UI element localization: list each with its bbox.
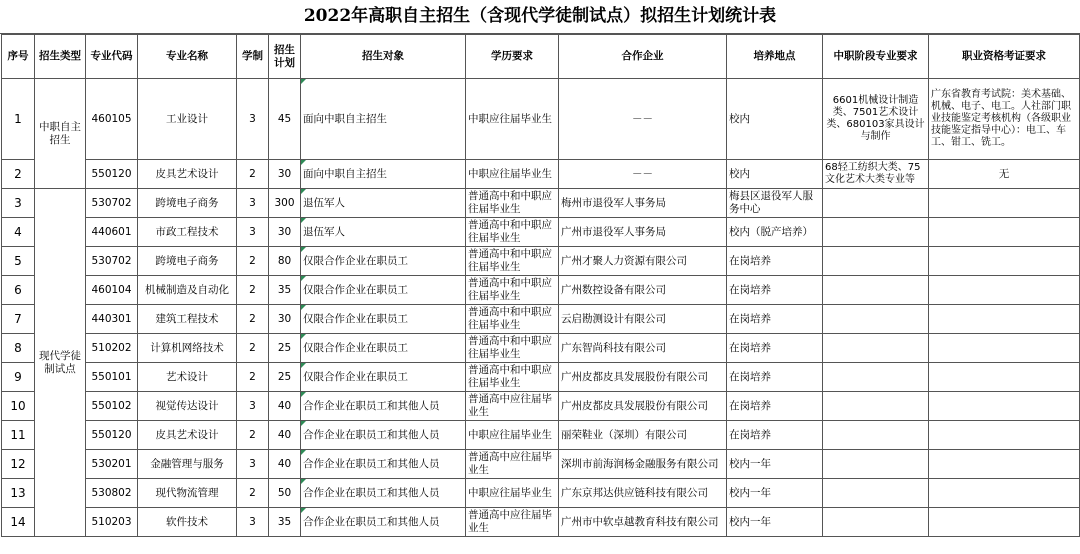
cell-name: 软件技术 <box>138 508 237 537</box>
cell-target: 合作企业在职员工和其他人员 <box>301 479 466 508</box>
cell-target: 仅限合作企业在职员工 <box>301 363 466 392</box>
cell-target: 仅限合作企业在职员工 <box>301 334 466 363</box>
cell-plan: 25 <box>269 334 301 363</box>
cell-seq: 8 <box>2 334 35 363</box>
cell-req <box>823 363 929 392</box>
cell-req <box>823 218 929 247</box>
cell-cert <box>929 508 1080 537</box>
cell-place: 在岗培养 <box>727 334 823 363</box>
cell-name: 建筑工程技术 <box>138 305 237 334</box>
cell-years: 2 <box>237 421 269 450</box>
table-row <box>2 479 1080 508</box>
table-row <box>2 363 1080 392</box>
cell-years: 2 <box>237 160 269 189</box>
cell-cert <box>929 247 1080 276</box>
cell-cert <box>929 479 1080 508</box>
cell-partner: 云启勘测设计有限公司 <box>559 305 727 334</box>
cell-years: 3 <box>237 79 269 160</box>
cell-name: 金融管理与服务 <box>138 450 237 479</box>
cell-edu: 中职应往届毕业生 <box>466 479 559 508</box>
header-partner: 合作企业 <box>559 35 727 79</box>
cell-code: 550101 <box>86 363 138 392</box>
cell-plan: 35 <box>269 508 301 537</box>
cell-partner: －－ <box>559 79 727 160</box>
cell-plan: 40 <box>269 392 301 421</box>
cell-edu: 普通高中和中职应往届毕业生 <box>466 363 559 392</box>
cell-code: 550120 <box>86 421 138 450</box>
cell-place: 校内一年 <box>727 508 823 537</box>
cell-req <box>823 421 929 450</box>
table-row <box>2 79 1080 160</box>
cell-name: 皮具艺术设计 <box>138 421 237 450</box>
cell-cert <box>929 276 1080 305</box>
cell-partner: 广东智尚科技有限公司 <box>559 334 727 363</box>
cell-years: 3 <box>237 392 269 421</box>
table-row <box>2 421 1080 450</box>
cell-place: 在岗培养 <box>727 276 823 305</box>
cell-cert <box>929 392 1080 421</box>
cell-years: 2 <box>237 363 269 392</box>
cell-plan: 40 <box>269 450 301 479</box>
cell-target: 仅限合作企业在职员工 <box>301 247 466 276</box>
cell-place: 校内（脱产培养） <box>727 218 823 247</box>
cell-partner: 广州才聚人力资源有限公司 <box>559 247 727 276</box>
cell-seq: 5 <box>2 247 35 276</box>
header-type: 招生类型 <box>35 35 86 79</box>
cell-code: 530201 <box>86 450 138 479</box>
table-row <box>2 508 1080 537</box>
cell-years: 3 <box>237 189 269 218</box>
cell-edu: 普通高中和中职应往届毕业生 <box>466 218 559 247</box>
cell-target: 退伍军人 <box>301 218 466 247</box>
enrollment-plan-table <box>1 34 1080 537</box>
cell-target: 仅限合作企业在职员工 <box>301 276 466 305</box>
cell-name: 现代物流管理 <box>138 479 237 508</box>
cell-name: 皮具艺术设计 <box>138 160 237 189</box>
cell-plan: 30 <box>269 305 301 334</box>
cell-code: 530802 <box>86 479 138 508</box>
cell-req <box>823 276 929 305</box>
cell-edu: 普通高中和中职应往届毕业生 <box>466 305 559 334</box>
cell-seq: 2 <box>2 160 35 189</box>
cell-cert <box>929 189 1080 218</box>
cell-seq: 13 <box>2 479 35 508</box>
cell-code: 530702 <box>86 247 138 276</box>
cell-partner: 丽荣鞋业（深圳）有限公司 <box>559 421 727 450</box>
cell-seq: 7 <box>2 305 35 334</box>
cell-plan: 80 <box>269 247 301 276</box>
cell-years: 3 <box>237 218 269 247</box>
cell-target: 合作企业在职员工和其他人员 <box>301 392 466 421</box>
cell-target: 合作企业在职员工和其他人员 <box>301 450 466 479</box>
table-row <box>2 305 1080 334</box>
cell-place: 在岗培养 <box>727 421 823 450</box>
cell-req: 68轻工纺织大类、75文化艺术大类专业等 <box>823 160 929 189</box>
cell-code: 550120 <box>86 160 138 189</box>
cell-code: 440601 <box>86 218 138 247</box>
cell-edu: 普通高中和中职应往届毕业生 <box>466 276 559 305</box>
header-row <box>2 35 1080 79</box>
cell-req <box>823 392 929 421</box>
cell-target: 合作企业在职员工和其他人员 <box>301 508 466 537</box>
cell-partner: 广州市中软卓越教育科技有限公司 <box>559 508 727 537</box>
cell-cert <box>929 421 1080 450</box>
cell-name: 跨境电子商务 <box>138 189 237 218</box>
cell-place: 校内 <box>727 160 823 189</box>
cell-code: 530702 <box>86 189 138 218</box>
cell-partner: 广州数控设备有限公司 <box>559 276 727 305</box>
cell-cert: 广东省教育考试院：美术基础、机械、电子、电工。人社部门职业技能鉴定考核机构（各级职业技能鉴定指导中心）：电工、车工、钳工、铣工。 <box>929 79 1080 160</box>
cell-edu: 中职应往届毕业生 <box>466 160 559 189</box>
cell-cert <box>929 334 1080 363</box>
cell-edu: 普通高中应往届毕业生 <box>466 450 559 479</box>
cell-req <box>823 450 929 479</box>
header-target: 招生对象 <box>301 35 466 79</box>
cell-req <box>823 305 929 334</box>
cell-target: 仅限合作企业在职员工 <box>301 305 466 334</box>
cell-partner: 广州皮都皮具发展股份有限公司 <box>559 392 727 421</box>
cell-name: 计算机网络技术 <box>138 334 237 363</box>
header-seq: 序号 <box>2 35 35 79</box>
cell-code: 510203 <box>86 508 138 537</box>
cell-plan: 30 <box>269 218 301 247</box>
cell-plan: 25 <box>269 363 301 392</box>
cell-target: 面向中职自主招生 <box>301 160 466 189</box>
cell-partner: 梅州市退役军人事务局 <box>559 189 727 218</box>
cell-plan: 30 <box>269 160 301 189</box>
cell-name: 视觉传达设计 <box>138 392 237 421</box>
cell-name: 艺术设计 <box>138 363 237 392</box>
cell-edu: 普通高中应往届毕业生 <box>466 508 559 537</box>
table-row <box>2 450 1080 479</box>
table-row <box>2 189 1080 218</box>
cell-place: 在岗培养 <box>727 363 823 392</box>
cell-code: 550102 <box>86 392 138 421</box>
cell-partner: －－ <box>559 160 727 189</box>
cell-seq: 1 <box>2 79 35 160</box>
cell-plan: 50 <box>269 479 301 508</box>
cell-years: 3 <box>237 508 269 537</box>
cell-place: 在岗培养 <box>727 247 823 276</box>
cell-seq: 12 <box>2 450 35 479</box>
cell-years: 3 <box>237 450 269 479</box>
cell-place: 在岗培养 <box>727 305 823 334</box>
cell-years: 2 <box>237 479 269 508</box>
cell-place: 梅县区退役军人服务中心 <box>727 189 823 218</box>
cell-plan: 45 <box>269 79 301 160</box>
cell-code: 440301 <box>86 305 138 334</box>
cell-cert <box>929 218 1080 247</box>
cell-code: 460105 <box>86 79 138 160</box>
cell-req <box>823 247 929 276</box>
cell-years: 2 <box>237 334 269 363</box>
cell-name: 跨境电子商务 <box>138 247 237 276</box>
cell-name: 工业设计 <box>138 79 237 160</box>
header-code: 专业代码 <box>86 35 138 79</box>
cell-seq: 6 <box>2 276 35 305</box>
header-plan: 招生计划 <box>269 35 301 79</box>
cell-seq: 11 <box>2 421 35 450</box>
header-name: 专业名称 <box>138 35 237 79</box>
cell-code: 510202 <box>86 334 138 363</box>
cell-partner: 深圳市前海润杨金融服务有限公司 <box>559 450 727 479</box>
cell-cert <box>929 305 1080 334</box>
cell-type-a: 中职自主招生 <box>35 79 86 189</box>
cell-edu: 中职应往届毕业生 <box>466 421 559 450</box>
cell-cert: 无 <box>929 160 1080 189</box>
table-row <box>2 218 1080 247</box>
cell-edu: 普通高中应往届毕业生 <box>466 392 559 421</box>
cell-req: 6601机械设计制造类、7501艺术设计类、680103家具设计与制作 <box>823 79 929 160</box>
table-row <box>2 276 1080 305</box>
cell-edu: 普通高中和中职应往届毕业生 <box>466 334 559 363</box>
cell-req <box>823 508 929 537</box>
cell-place: 校内 <box>727 79 823 160</box>
cell-plan: 300 <box>269 189 301 218</box>
cell-partner: 广东京邦达供应链科技有限公司 <box>559 479 727 508</box>
cell-name: 机械制造及自动化 <box>138 276 237 305</box>
header-edu: 学历要求 <box>466 35 559 79</box>
cell-type-b: 现代学徒制试点 <box>35 189 86 537</box>
cell-years: 2 <box>237 305 269 334</box>
cell-edu: 中职应往届毕业生 <box>466 79 559 160</box>
cell-place: 校内一年 <box>727 450 823 479</box>
cell-edu: 普通高中和中职应往届毕业生 <box>466 247 559 276</box>
cell-years: 2 <box>237 247 269 276</box>
page-title: 2022年高职自主招生（含现代学徒制试点）拟招生计划统计表 <box>0 0 1080 34</box>
cell-req <box>823 334 929 363</box>
cell-seq: 4 <box>2 218 35 247</box>
cell-seq: 14 <box>2 508 35 537</box>
cell-target: 合作企业在职员工和其他人员 <box>301 421 466 450</box>
cell-target: 面向中职自主招生 <box>301 79 466 160</box>
cell-req <box>823 479 929 508</box>
header-years: 学制 <box>237 35 269 79</box>
cell-years: 2 <box>237 276 269 305</box>
table-row <box>2 160 1080 189</box>
table-row <box>2 392 1080 421</box>
cell-seq: 3 <box>2 189 35 218</box>
cell-cert <box>929 363 1080 392</box>
cell-partner: 广州市退役军人事务局 <box>559 218 727 247</box>
cell-cert <box>929 450 1080 479</box>
cell-edu: 普通高中和中职应往届毕业生 <box>466 189 559 218</box>
cell-plan: 35 <box>269 276 301 305</box>
cell-seq: 10 <box>2 392 35 421</box>
cell-plan: 40 <box>269 421 301 450</box>
cell-place: 在岗培养 <box>727 392 823 421</box>
table-row <box>2 334 1080 363</box>
cell-req <box>823 189 929 218</box>
cell-seq: 9 <box>2 363 35 392</box>
header-place: 培养地点 <box>727 35 823 79</box>
cell-code: 460104 <box>86 276 138 305</box>
header-cert: 职业资格考证要求 <box>929 35 1080 79</box>
table-row <box>2 247 1080 276</box>
cell-name: 市政工程技术 <box>138 218 237 247</box>
cell-place: 校内一年 <box>727 479 823 508</box>
header-req: 中职阶段专业要求 <box>823 35 929 79</box>
cell-target: 退伍军人 <box>301 189 466 218</box>
cell-partner: 广州皮都皮具发展股份有限公司 <box>559 363 727 392</box>
